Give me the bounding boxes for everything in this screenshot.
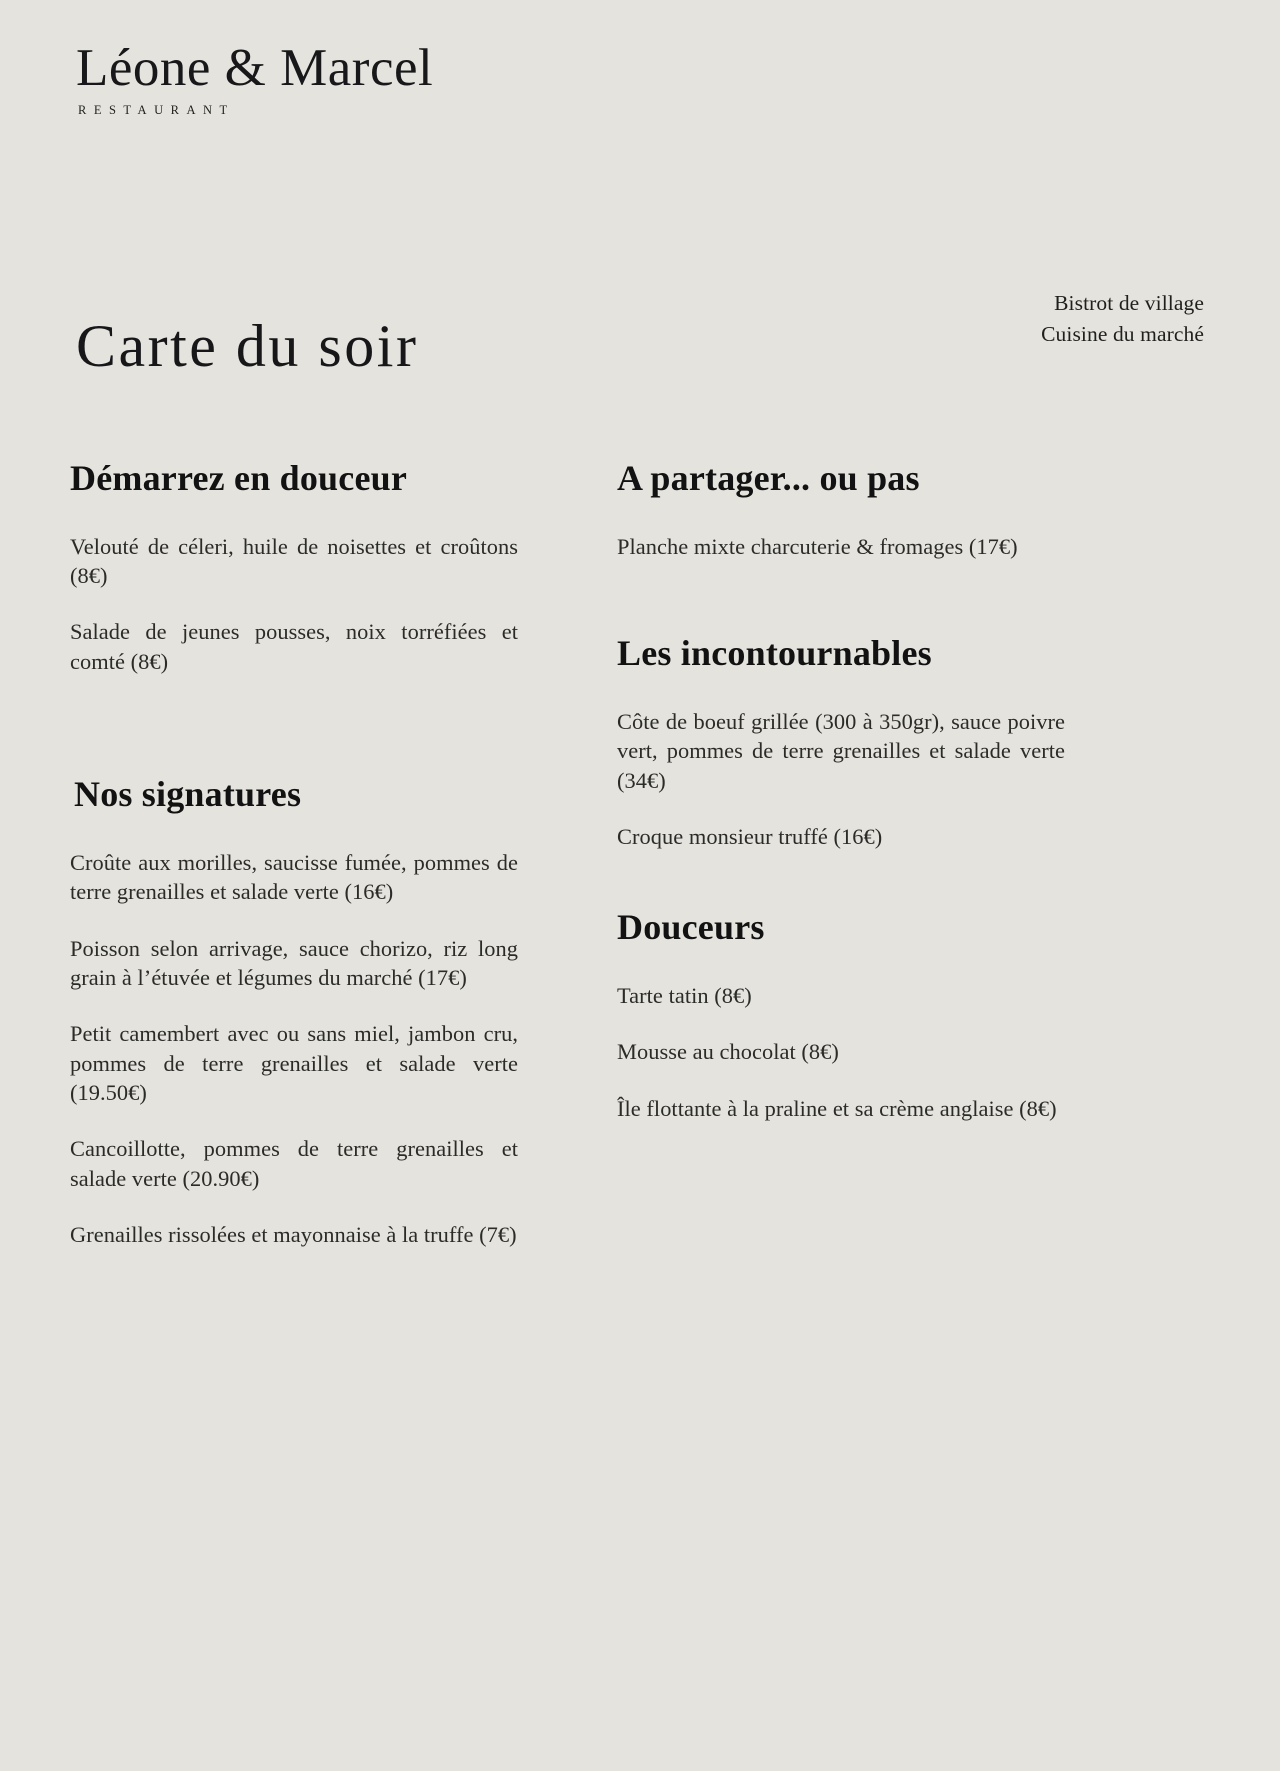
menu-item: Planche mixte charcuterie & fromages (17€) bbox=[617, 533, 1018, 559]
menu-item-list-douceurs bbox=[617, 981, 1065, 1123]
menu-item: Cancoillotte, pommes de terre grenailles et salade verte (20.90€) bbox=[70, 1136, 518, 1191]
menu-section-signatures bbox=[70, 776, 518, 1249]
menu-item: Tarte tatin (8€) bbox=[617, 983, 752, 1009]
menu-section-incontournables bbox=[617, 635, 1065, 851]
menu-item: Velouté de céleri, huile de noisettes et croûtons (8€) bbox=[70, 533, 518, 589]
menu-section-douceurs bbox=[617, 909, 1065, 1123]
tagline-line-2: Cuisine du marché bbox=[1041, 321, 1204, 346]
menu-item: Île flottante à la praline et sa crème anglaise (8€) bbox=[617, 1095, 1057, 1121]
section-spacer bbox=[617, 561, 1065, 635]
menu-column-left bbox=[70, 460, 518, 1249]
menu-section-demarrez bbox=[70, 460, 518, 676]
menu-item-list-incontournables bbox=[617, 707, 1065, 851]
menu-item: Mousse au chocolat (8€) bbox=[617, 1039, 839, 1065]
menu-item: Grenailles rissolées et mayonnaise à la truffe (7€) bbox=[70, 1222, 517, 1248]
brand-name: Léone & Marcel bbox=[76, 39, 434, 97]
menu-item: Côte de boeuf grillée (300 à 350gr), sauce poivre vert, pommes de terre grenailles et salade verte (34€) bbox=[617, 708, 1065, 793]
menu-item: Salade de jeunes pousses, noix torréfiées et comté (8€) bbox=[70, 619, 518, 674]
tagline bbox=[1041, 288, 1204, 349]
section-heading-douceurs: Douceurs bbox=[617, 907, 765, 948]
menu-column-right bbox=[617, 460, 1065, 1123]
section-heading-partager: A partager... ou pas bbox=[617, 458, 920, 498]
menu-item-list-signatures bbox=[70, 848, 518, 1249]
menu-item-list-demarrez bbox=[70, 532, 518, 676]
section-heading-demarrez: Démarrez en douceur bbox=[70, 458, 408, 498]
brand-subtitle: RESTAURANT bbox=[78, 103, 235, 117]
menu-item: Croque monsieur truffé (16€) bbox=[617, 823, 883, 849]
tagline-line-1: Bistrot de village bbox=[1054, 291, 1204, 315]
menu-item: Poisson selon arrivage, sauce chorizo, riz long grain à l’étuvée et légumes du marché (17€) bbox=[70, 935, 518, 990]
menu-item-list-partager bbox=[617, 532, 1065, 561]
section-spacer bbox=[70, 676, 518, 776]
menu-section-partager bbox=[617, 460, 1065, 561]
page-title: Carte du soir bbox=[76, 313, 419, 380]
section-heading-signatures: Nos signatures bbox=[74, 774, 302, 815]
menu-item: Croûte aux morilles, saucisse fumée, pommes de terre grenailles et salade verte (16€) bbox=[70, 849, 518, 905]
brand-logo bbox=[76, 39, 434, 118]
menu-item: Petit camembert avec ou sans miel, jambon cru, pommes de terre grenailles et salade verte (19.50€) bbox=[70, 1021, 518, 1106]
section-spacer bbox=[617, 851, 1065, 909]
title-row bbox=[76, 276, 1204, 380]
section-heading-incontournables: Les incontournables bbox=[617, 633, 932, 674]
